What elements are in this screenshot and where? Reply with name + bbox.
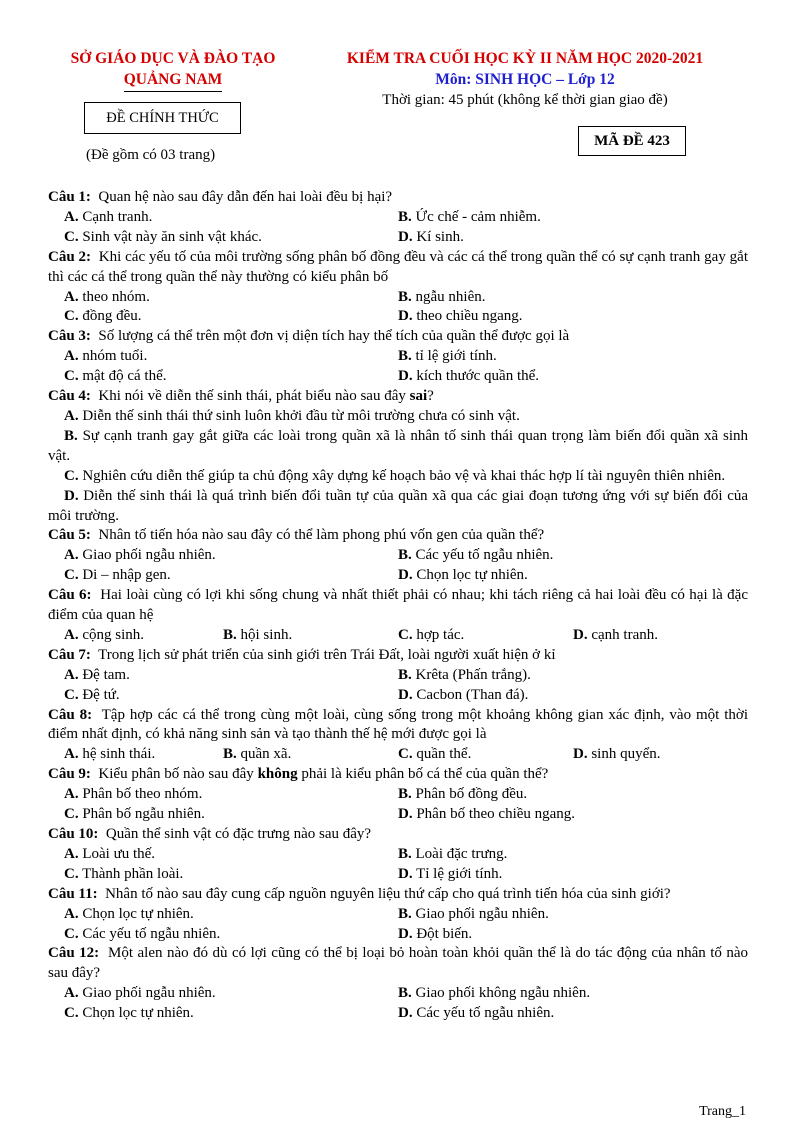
option-b: B. ngẫu nhiên. [398, 288, 486, 305]
option-a: A. Giao phối ngẫu nhiên. [64, 985, 216, 1002]
question-label: Câu 9: [48, 766, 91, 783]
question-4 [48, 387, 748, 526]
question-1 [48, 188, 748, 248]
question-5 [48, 526, 748, 586]
question-label: Câu 1: [48, 189, 91, 205]
option-a: A. Phân bố theo nhóm. [64, 786, 203, 803]
question-label: Câu 11: [48, 885, 98, 902]
option-c: C. Chọn lọc tự nhiên. [64, 1005, 194, 1022]
option-a: A. theo nhóm. [64, 288, 150, 305]
option-b: B. hội sinh. [223, 626, 293, 643]
emphasis-word: không [257, 766, 298, 783]
option-d: D. Diễn thế sinh thái là quá trình biến đổi tuần tự của quần xã qua các giai đoạn tương ứng với sự biến đổi của môi trường. [48, 487, 749, 524]
question-label: Câu 5: [48, 527, 91, 544]
official-label: ĐỀ CHÍNH THỨC [84, 102, 241, 134]
question-stem: Tập hợp các cá thể trong cùng một loài, cùng sống trong một khoảng không gian xác định, vào một thời điểm nhất định, có khả năng sinh sản và tạo thành thế hệ mới được gọi là [48, 706, 748, 743]
question-stem: Một alen nào đó dù có lợi cũng có thể bị loại bỏ hoàn toàn khỏi quần thể là do tác động của nhân tố nào sau đây? [48, 945, 748, 982]
option-c: C. Các yếu tố ngẫu nhiên. [64, 925, 221, 942]
question-6 [48, 586, 748, 646]
option-a: A. Loài ưu thế. [64, 845, 156, 862]
question-stem: Quần thể sinh vật có đặc trưng nào sau đây? [105, 826, 372, 842]
question-stem: Khi các yếu tố của môi trường sống phân bố đồng đều và các cá thể trong quần thể có sự cạnh tranh gay gắt thì các cá thể trong quần thể này thường có kiểu phân bố [48, 248, 749, 285]
question-list [48, 188, 748, 1024]
question-stem: Trong lịch sử phát triển của sinh giới trên Trái Đất, loài người xuất hiện ở kỉ [98, 646, 556, 663]
option-b: B. Giao phối không ngẫu nhiên. [398, 985, 591, 1002]
option-d: D. Các yếu tố ngẫu nhiên. [398, 1005, 555, 1022]
province-name: QUẢNG NAM [124, 69, 223, 92]
question-10 [48, 825, 748, 885]
option-b: B. Loài đặc trưng. [398, 845, 508, 862]
option-b: B. tỉ lệ giới tính. [398, 348, 497, 365]
question-label: Câu 8: [48, 706, 93, 723]
emphasis-word: sai [409, 388, 428, 405]
option-c: C. Thành phần loài. [64, 865, 184, 882]
option-b: B. quần xã. [223, 746, 292, 763]
option-a: A. nhóm tuổi. [64, 348, 148, 365]
question-stem: Nhân tố tiến hóa nào sau đây có thể làm phong phú vốn gen của quần thể? [98, 527, 545, 544]
option-d: D. Cacbon (Than đá). [398, 686, 529, 703]
question-label: Câu 2: [48, 248, 92, 265]
question-3 [48, 327, 748, 387]
option-c: C. mật độ cá thể. [64, 368, 167, 385]
option-d: D. kích thước quần thể. [398, 368, 540, 385]
option-a: A. hệ sinh thái. [64, 746, 156, 763]
question-label: Câu 10: [48, 826, 99, 842]
question-stem: Số lượng cá thể trên một đơn vị diện tích hay thể tích của quần thể được gọi là [98, 328, 570, 345]
question-stem: Nhân tố nào sau đây cung cấp nguồn nguyên liệu thứ cấp cho quá trình tiến hóa của sinh giới? [105, 885, 671, 902]
option-d: D. sinh quyển. [573, 746, 661, 763]
page-number: Trang_1 [699, 1104, 746, 1119]
question-stem: Khi nói về diễn thế sinh thái, phát biểu nào sau đây sai? [98, 388, 434, 405]
question-stem: Quan hệ nào sau đây dẫn đến hai loài đều bị hại? [98, 189, 393, 205]
option-d: D. Kí sinh. [398, 228, 464, 245]
question-label: Câu 4: [48, 388, 91, 405]
option-d: D. Phân bố theo chiều ngang. [398, 806, 576, 823]
question-stem: Kiểu phân bố nào sau đây không phải là kiểu phân bố cá thể của quần thể? [98, 766, 549, 783]
option-c: C. quần thể. [398, 746, 472, 763]
option-b: B. Sự cạnh tranh gay gắt giữa các loài trong quần xã là nhân tố sinh thái quan trọng làm biến đổi quần xã sinh vật. [48, 427, 749, 464]
exam-subject: Môn: SINH HỌC – Lớp 12 [435, 71, 615, 88]
option-d: D. cạnh tranh. [573, 626, 658, 643]
option-d: D. theo chiều ngang. [398, 308, 523, 325]
question-9 [48, 765, 748, 825]
option-b: B. Phân bố đồng đều. [398, 786, 528, 803]
exam-time: Thời gian: 45 phút (không kể thời gian giao đề) [382, 92, 668, 108]
department-header [48, 48, 298, 92]
option-a: A. Giao phối ngẫu nhiên. [64, 547, 216, 564]
option-a: A. Diễn thế sinh thái thứ sinh luôn khởi đầu từ môi trường chưa có sinh vật. [64, 407, 520, 424]
exam-header [300, 48, 750, 111]
option-b: B. Các yếu tố ngẫu nhiên. [398, 547, 554, 564]
option-c: C. Sinh vật này ăn sinh vật khác. [64, 228, 262, 245]
option-a: A. Đệ tam. [64, 666, 130, 683]
option-b: B. Ức chế - cảm nhiễm. [398, 208, 541, 225]
question-label: Câu 6: [48, 587, 92, 604]
option-a: A. cộng sinh. [64, 626, 145, 643]
question-12 [48, 944, 748, 1024]
option-d: D. Chọn lọc tự nhiên. [398, 567, 528, 584]
option-c: C. Đệ tứ. [64, 686, 120, 703]
question-7 [48, 646, 748, 706]
option-d: D. Tỉ lệ giới tính. [398, 865, 503, 882]
option-b: B. Giao phối ngẫu nhiên. [398, 905, 549, 922]
option-a: A. Cạnh tranh. [64, 208, 153, 225]
option-a: A. Chọn lọc tự nhiên. [64, 905, 194, 922]
exam-code: MÃ ĐỀ 423 [578, 126, 686, 156]
exam-title: KIỂM TRA CUỐI HỌC KỲ II NĂM HỌC 2020-2021 [346, 50, 704, 67]
question-8 [48, 706, 748, 766]
option-d: D. Đột biến. [398, 925, 473, 942]
option-c: C. Phân bố ngẫu nhiên. [64, 806, 205, 823]
pages-note: (Đề gồm có 03 trang) [86, 147, 216, 163]
option-b: B. Krêta (Phấn trắng). [398, 666, 531, 683]
option-c: C. Di – nhập gen. [64, 567, 171, 584]
option-c: C. Nghiên cứu diễn thế giúp ta chủ động xây dựng kế hoạch bảo vệ và khai thác hợp lí tài nguyên thiên nhiên. [64, 467, 726, 484]
option-c: C. hợp tác. [398, 626, 465, 643]
question-stem: Hai loài cùng có lợi khi sống chung và nhất thiết phải có nhau; khi tách riêng cả hai loài đều có hại là đặc điểm của quan hệ [48, 587, 749, 624]
question-label: Câu 12: [48, 945, 100, 962]
question-2 [48, 248, 748, 328]
question-11 [48, 885, 748, 945]
question-label: Câu 7: [48, 646, 91, 663]
department-name: SỞ GIÁO DỤC VÀ ĐÀO TẠO [70, 50, 276, 67]
question-label: Câu 3: [48, 328, 91, 345]
option-c: C. đồng đều. [64, 308, 142, 325]
